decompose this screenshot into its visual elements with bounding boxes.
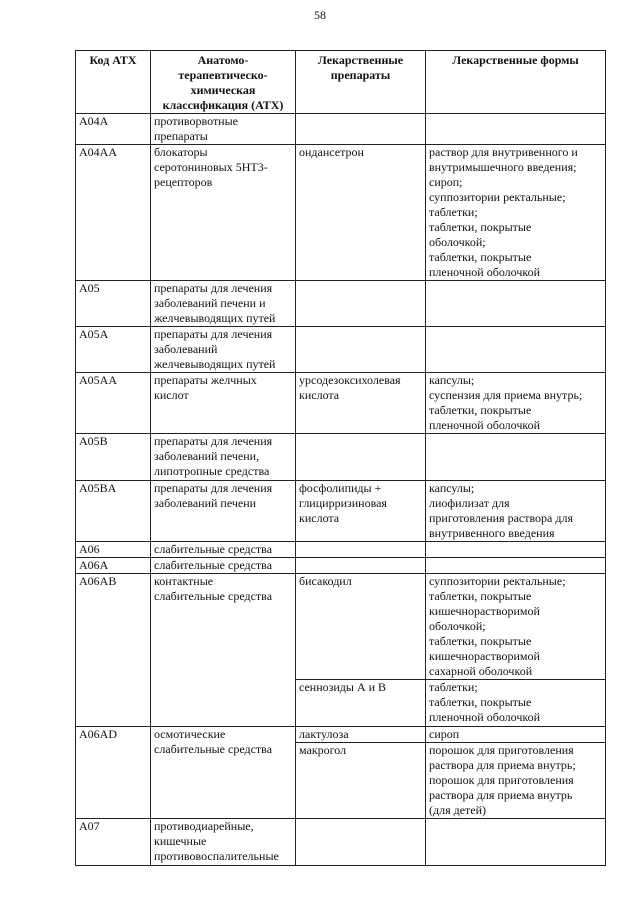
code-cell: A05	[76, 281, 151, 327]
table-row	[76, 434, 606, 481]
drug-cell	[296, 542, 426, 558]
class-cell: препараты для лечения заболеваний печени и желчевыводящих путей	[151, 281, 296, 327]
class-cell: противорвотные препараты	[151, 114, 296, 145]
class-cell: препараты для лечения заболеваний печени	[151, 481, 296, 542]
table-row	[76, 727, 606, 743]
forms-cell: таблетки; таблетки, покрытые пленочной оболочкой	[426, 680, 606, 727]
table-row	[76, 574, 606, 680]
forms-cell	[426, 281, 606, 327]
class-cell: препараты для лечения заболеваний печени, липотропные средства	[151, 434, 296, 481]
class-cell: противодиарейные, кишечные противовоспалительные	[151, 819, 296, 866]
forms-cell: сироп	[426, 727, 606, 743]
drug-cell: урсодезоксихолевая кислота	[296, 373, 426, 434]
forms-cell	[426, 434, 606, 481]
table-row	[76, 373, 606, 434]
drug-cell	[296, 558, 426, 574]
drug-cell	[296, 819, 426, 866]
table-row	[76, 481, 606, 542]
header-code: Код АТХ	[76, 51, 151, 114]
table-row	[76, 558, 606, 574]
code-cell: A06A	[76, 558, 151, 574]
code-cell: A04A	[76, 114, 151, 145]
table-row	[76, 114, 606, 145]
class-cell: контактные слабительные средства	[151, 574, 296, 727]
drug-cell: ондансетрон	[296, 145, 426, 281]
forms-cell	[426, 819, 606, 866]
code-cell: A06AB	[76, 574, 151, 727]
drug-cell: сеннозиды А и В	[296, 680, 426, 727]
page-number: 58	[314, 8, 326, 22]
drug-cell: фосфолипиды + глицирризиновая кислота	[296, 481, 426, 542]
forms-cell	[426, 558, 606, 574]
table-row	[76, 145, 606, 281]
code-cell: A04AA	[76, 145, 151, 281]
class-cell: осмотические слабительные средства	[151, 727, 296, 819]
drug-cell	[296, 434, 426, 481]
forms-cell: капсулы; суспензия для приема внутрь; таблетки, покрытые пленочной оболочкой	[426, 373, 606, 434]
drug-cell	[296, 281, 426, 327]
drug-cell	[296, 114, 426, 145]
code-cell: A06	[76, 542, 151, 558]
code-cell: A06AD	[76, 727, 151, 819]
drug-cell: макрогол	[296, 743, 426, 819]
table-row	[76, 542, 606, 558]
code-cell: A07	[76, 819, 151, 866]
class-cell: препараты желчных кислот	[151, 373, 296, 434]
forms-cell: капсулы; лиофилизат для приготовления раствора для внутривенного введения	[426, 481, 606, 542]
atx-table	[75, 50, 606, 866]
class-cell: слабительные средства	[151, 558, 296, 574]
table-header-row	[76, 51, 606, 114]
class-cell: блокаторы серотониновых 5НТ3- рецепторов	[151, 145, 296, 281]
code-cell: A05AA	[76, 373, 151, 434]
forms-cell: раствор для внутривенного и внутримышечного введения; сироп; суппозитории ректальные; таблетки; таблетки, покрытые оболочкой; таблетки, покрытые пленочной оболочкой	[426, 145, 606, 281]
forms-cell	[426, 114, 606, 145]
drug-cell: лактулоза	[296, 727, 426, 743]
header-drugs: Лекарственные препараты	[296, 51, 426, 114]
class-cell: препараты для лечения заболеваний желчевыводящих путей	[151, 327, 296, 373]
forms-cell: порошок для приготовления раствора для приема внутрь; порошок для приготовления раствора для приема внутрь (для детей)	[426, 743, 606, 819]
header-forms: Лекарственные формы	[426, 51, 606, 114]
drug-cell: бисакодил	[296, 574, 426, 680]
header-classification: Анатомо- терапевтическо- химическая классификация (АТХ)	[151, 51, 296, 114]
code-cell: A05BA	[76, 481, 151, 542]
forms-cell	[426, 327, 606, 373]
code-cell: A05B	[76, 434, 151, 481]
code-cell: A05A	[76, 327, 151, 373]
table-row	[76, 327, 606, 373]
class-cell: слабительные средства	[151, 542, 296, 558]
drug-cell	[296, 327, 426, 373]
forms-cell: суппозитории ректальные; таблетки, покрытые кишечнорастворимой оболочкой; таблетки, покрытые кишечнорастворимой сахарной оболочкой	[426, 574, 606, 680]
table-row	[76, 819, 606, 866]
forms-cell	[426, 542, 606, 558]
table-row	[76, 281, 606, 327]
